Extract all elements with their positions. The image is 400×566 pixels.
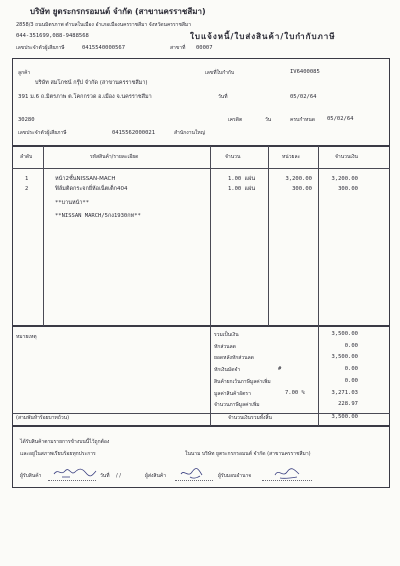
due-date: 05/02/64 [327,116,354,122]
customer-tax-id-label: เลขประจำตัวผู้เสียภาษี [18,130,67,136]
sender-label: ผู้ส่งสินค้า [145,473,167,479]
row-amount: 3,200.00 [331,176,358,182]
authorized-signature-line [262,480,312,481]
condition-statement: และอยู่ในสภาพเรียบร้อยทุกประการ [20,451,96,457]
vat-rate: 7.00 % [285,390,305,396]
amount-in-words: (สามพันห้าร้อยบาทถ้วน) [16,415,70,421]
summary-value: 3,500.00 [331,331,358,337]
header-desc: รหัสสินค้า/รายละเอียด [90,154,139,160]
credit-label: เครดิต [228,117,243,123]
document-title: ใบแจ้งหนี้/ใบส่งสินค้า/ใบกำกับภาษี [190,32,336,41]
customer-label: ลูกค้า [18,70,31,76]
receive-date-blank: / / [116,473,121,479]
row-desc: หน้า2ชั้นNISSAN-MACH [55,176,116,182]
customer-zip: 30280 [18,117,35,123]
received-statement: ได้รับสินค้าตามรายการข้างบนนี้ไว้ถูกต้อง [20,439,110,445]
sender-signature [178,466,206,480]
summary-label: ยอดหลังหักส่วนลด [214,355,254,361]
invoice-date-label: วันที่ [218,94,228,100]
summary-label: รวมเป็นเงิน [214,332,239,338]
grand-total-value: 3,500.00 [331,414,358,420]
sender-signature-line [175,480,213,481]
row-price: 300.00 [292,186,312,192]
row-price: 3,200.00 [285,176,312,182]
col-divider [268,146,269,326]
header-amount: จำนวนเงิน [335,154,358,160]
col-divider [43,146,44,326]
header-no: ลำดับ [20,154,33,160]
receiver-signature [52,464,98,480]
summary-label: จำนวนภาษีมูลค่าเพิ่ม [214,402,260,408]
summary-value: 3,271.03 [331,390,358,396]
receive-date-label: วันที่ [100,473,110,479]
company-address: 2858/3 ถนนมิตรภาพ ตำบลในเมือง อำเภอเมืองนครราชสีมา จังหวัดนครราชสีมา [16,22,192,28]
hash-mark: # [278,366,282,372]
summary-label: หักเงินมัดจำ [214,367,241,373]
summary-label: หักส่วนลด [214,344,236,350]
on-behalf-of: ในนาม บริษัท ยูตระกรกรอมนต์ จำกัด (สาขานครราชสีมา) [185,451,311,457]
summary-value: 3,500.00 [331,354,358,360]
row-desc: ฟิล์มติดกระจกยี่ห้อเน็ตเต็ก404 [55,186,128,192]
table-header-divider [12,168,390,169]
customer-branch: สำนักงานใหญ่ [174,130,205,136]
summary-value: 0.00 [344,378,358,384]
due-label: ครบกำหนด [290,117,315,123]
summary-value: 0.00 [344,343,358,349]
item-note: **บานหน้า** [55,200,90,206]
summary-divider [210,326,211,426]
customer-tax-id: 0415562000021 [112,130,156,136]
summary-divider [318,326,319,426]
summary-value: 0.00 [344,366,358,372]
row-amount: 300.00 [338,186,358,192]
summary-label: มูลค่าสินค้าอัตรา [214,391,251,397]
company-branch-label: สาขาที่ [170,45,186,51]
grand-total-label: จำนวนเงินรวมทั้งสิ้น [228,415,272,421]
invoice-no-label: เลขที่ใบกำกับ [205,70,235,76]
invoice-date: 05/02/64 [290,94,317,100]
row-no: 1 [25,176,29,182]
items-table [12,146,390,326]
row-qty: 1.00 แผ่น [228,176,256,182]
credit-unit: วัน [265,117,272,123]
summary-box [12,326,390,426]
header-price: หน่วยละ [282,154,301,160]
company-phone: 044-351699,088-9488568 [16,33,89,39]
receiver-signature-line [48,480,96,481]
company-tax-id: 0415540000567 [82,45,126,51]
receiver-label: ผู้รับสินค้า [20,473,42,479]
row-qty: 1.00 แผ่น [228,186,256,192]
company-tax-id-label: เลขประจำตัวผู้เสียภาษี [16,45,65,51]
row-no: 2 [25,186,29,192]
remarks-label: หมายเหตุ [16,334,37,340]
authorized-label: ผู้รับมอบอำนาจ [218,473,252,479]
item-note: **NISSAN MARCH/5กง1930กท** [55,213,141,219]
company-name: บริษัท ยูตระกรกรอมนต์ จำกัด (สาขานครราชสีมา) [30,7,206,16]
company-branch: 00007 [196,45,213,51]
customer-address: 391 ม.6 ถ.มิตรภาพ ต.โคกกรวด อ.เมือง จ.นครราชสีมา [18,94,152,100]
summary-label: สินค้ายกเว้นภาษีมูลค่าเพิ่ม [214,379,271,385]
summary-value: 228.97 [338,401,358,407]
customer-name: บริษัท สมโภชน์ กรุ๊ป จำกัด (สาขานครราชสีมา) [35,80,148,86]
invoice-no: IV6400085 [290,69,320,75]
authorized-signature [272,466,302,480]
col-divider [318,146,319,326]
header-qty: จำนวน [225,154,241,160]
col-divider [210,146,211,326]
